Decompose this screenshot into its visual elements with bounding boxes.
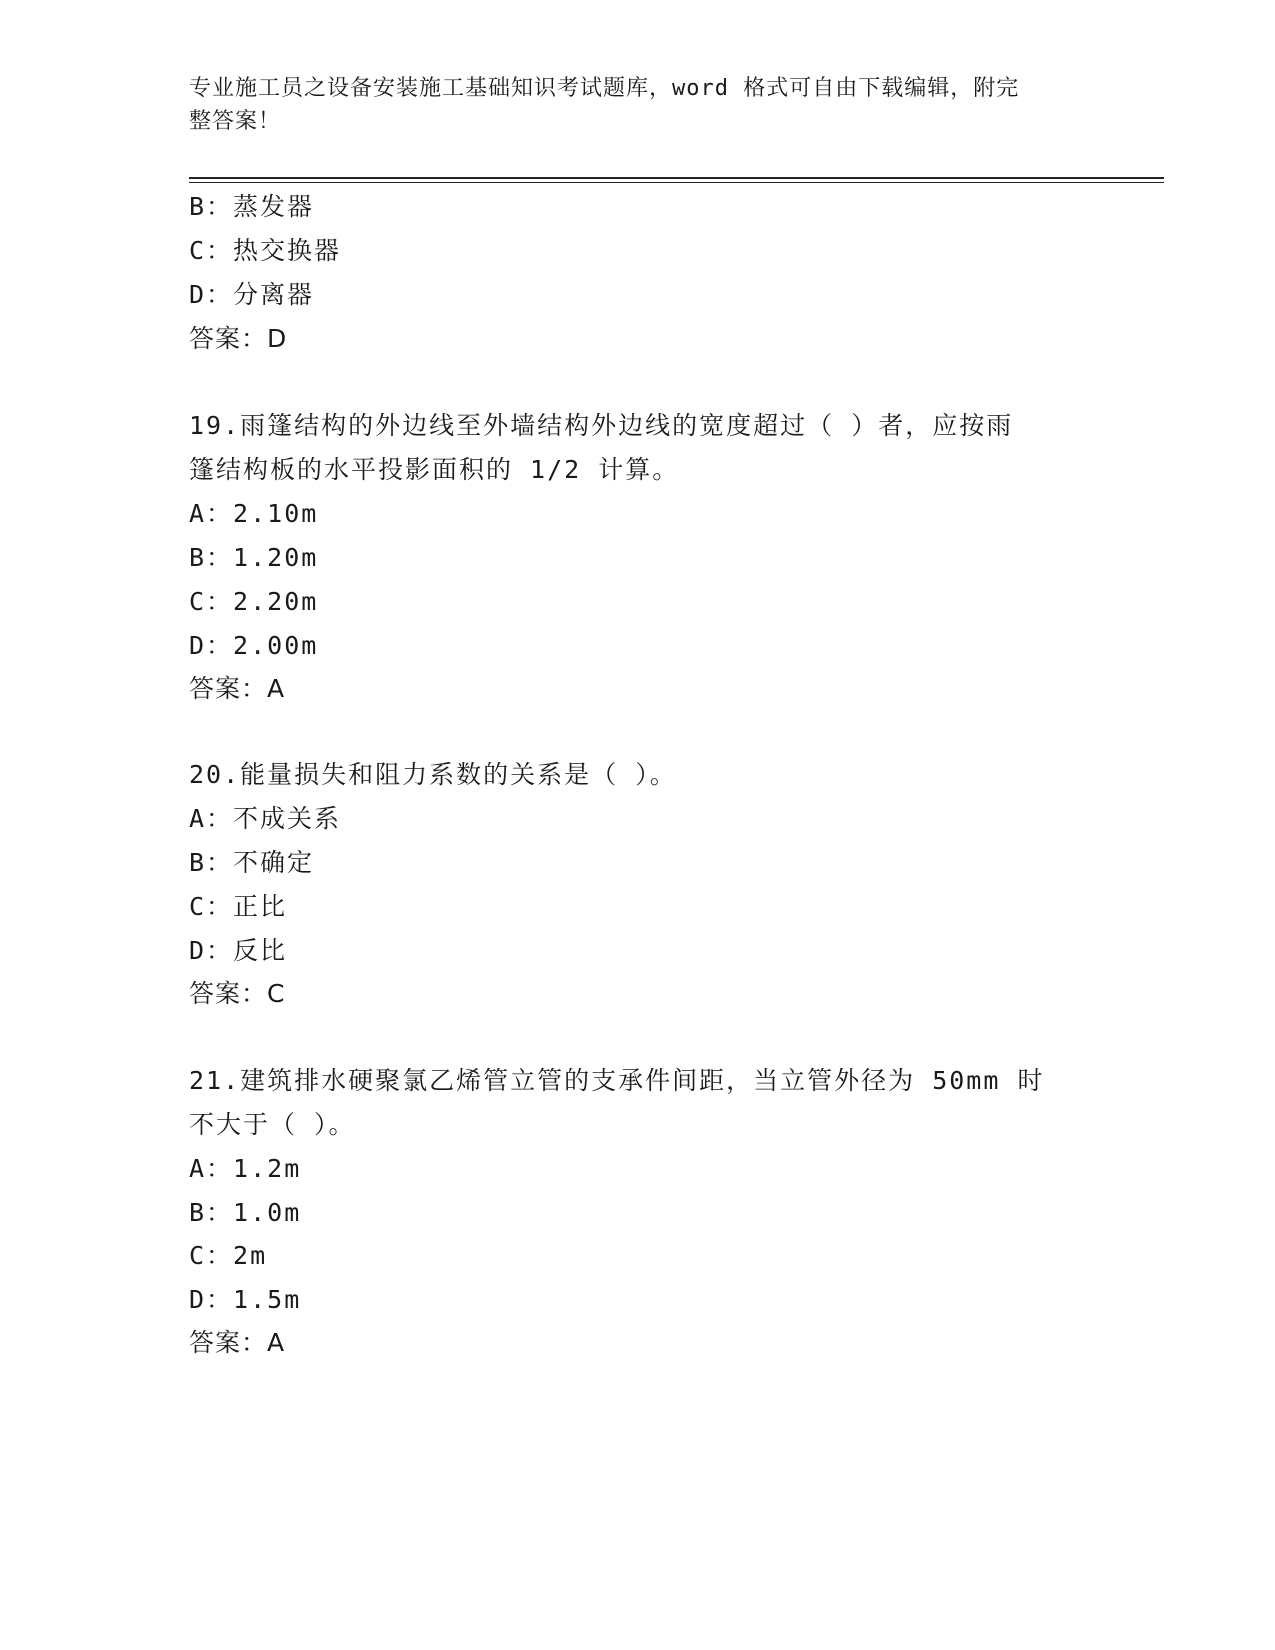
question-stem: 20.能量损失和阻力系数的关系是（ ）。 — [189, 760, 677, 789]
option-b: B：1.0m — [189, 1198, 302, 1227]
question-stem: 篷结构板的水平投影面积的 1/2 计算。 — [189, 455, 680, 484]
option-c: C：热交换器 — [189, 236, 342, 265]
header-divider-thick — [189, 177, 1164, 179]
option-a: A：不成关系 — [189, 804, 342, 833]
answer-line: 答案：A — [189, 1328, 286, 1357]
option-d: D：2.00m — [189, 631, 319, 660]
question-stem: 不大于（ ）。 — [189, 1110, 356, 1139]
option-a: A：1.2m — [189, 1154, 302, 1183]
header-line-1: 专业施工员之设备安装施工基础知识考试题库，word 格式可自由下载编辑，附完 — [189, 76, 1020, 101]
option-b: B：不确定 — [189, 848, 315, 877]
option-c: C：2.20m — [189, 587, 319, 616]
answer-line: 答案：D — [189, 324, 288, 353]
option-d: D：分离器 — [189, 280, 315, 309]
option-b: B：1.20m — [189, 543, 319, 572]
header-divider-thin — [189, 182, 1164, 183]
answer-line: 答案：A — [189, 674, 286, 703]
question-stem: 19.雨篷结构的外边线至外墙结构外边线的宽度超过（ ）者，应按雨 — [189, 411, 1014, 440]
document-header — [189, 72, 1069, 138]
question-stem: 21.建筑排水硬聚氯乙烯管立管的支承件间距，当立管外径为 50mm 时 — [189, 1066, 1045, 1095]
option-b: B：蒸发器 — [189, 192, 315, 221]
option-c: C：2m — [189, 1241, 268, 1270]
option-d: D：反比 — [189, 936, 288, 965]
option-a: A：2.10m — [189, 499, 319, 528]
answer-line: 答案：C — [189, 979, 286, 1008]
header-line-2: 整答案！ — [189, 109, 282, 134]
option-d: D：1.5m — [189, 1285, 302, 1314]
option-c: C：正比 — [189, 892, 288, 921]
